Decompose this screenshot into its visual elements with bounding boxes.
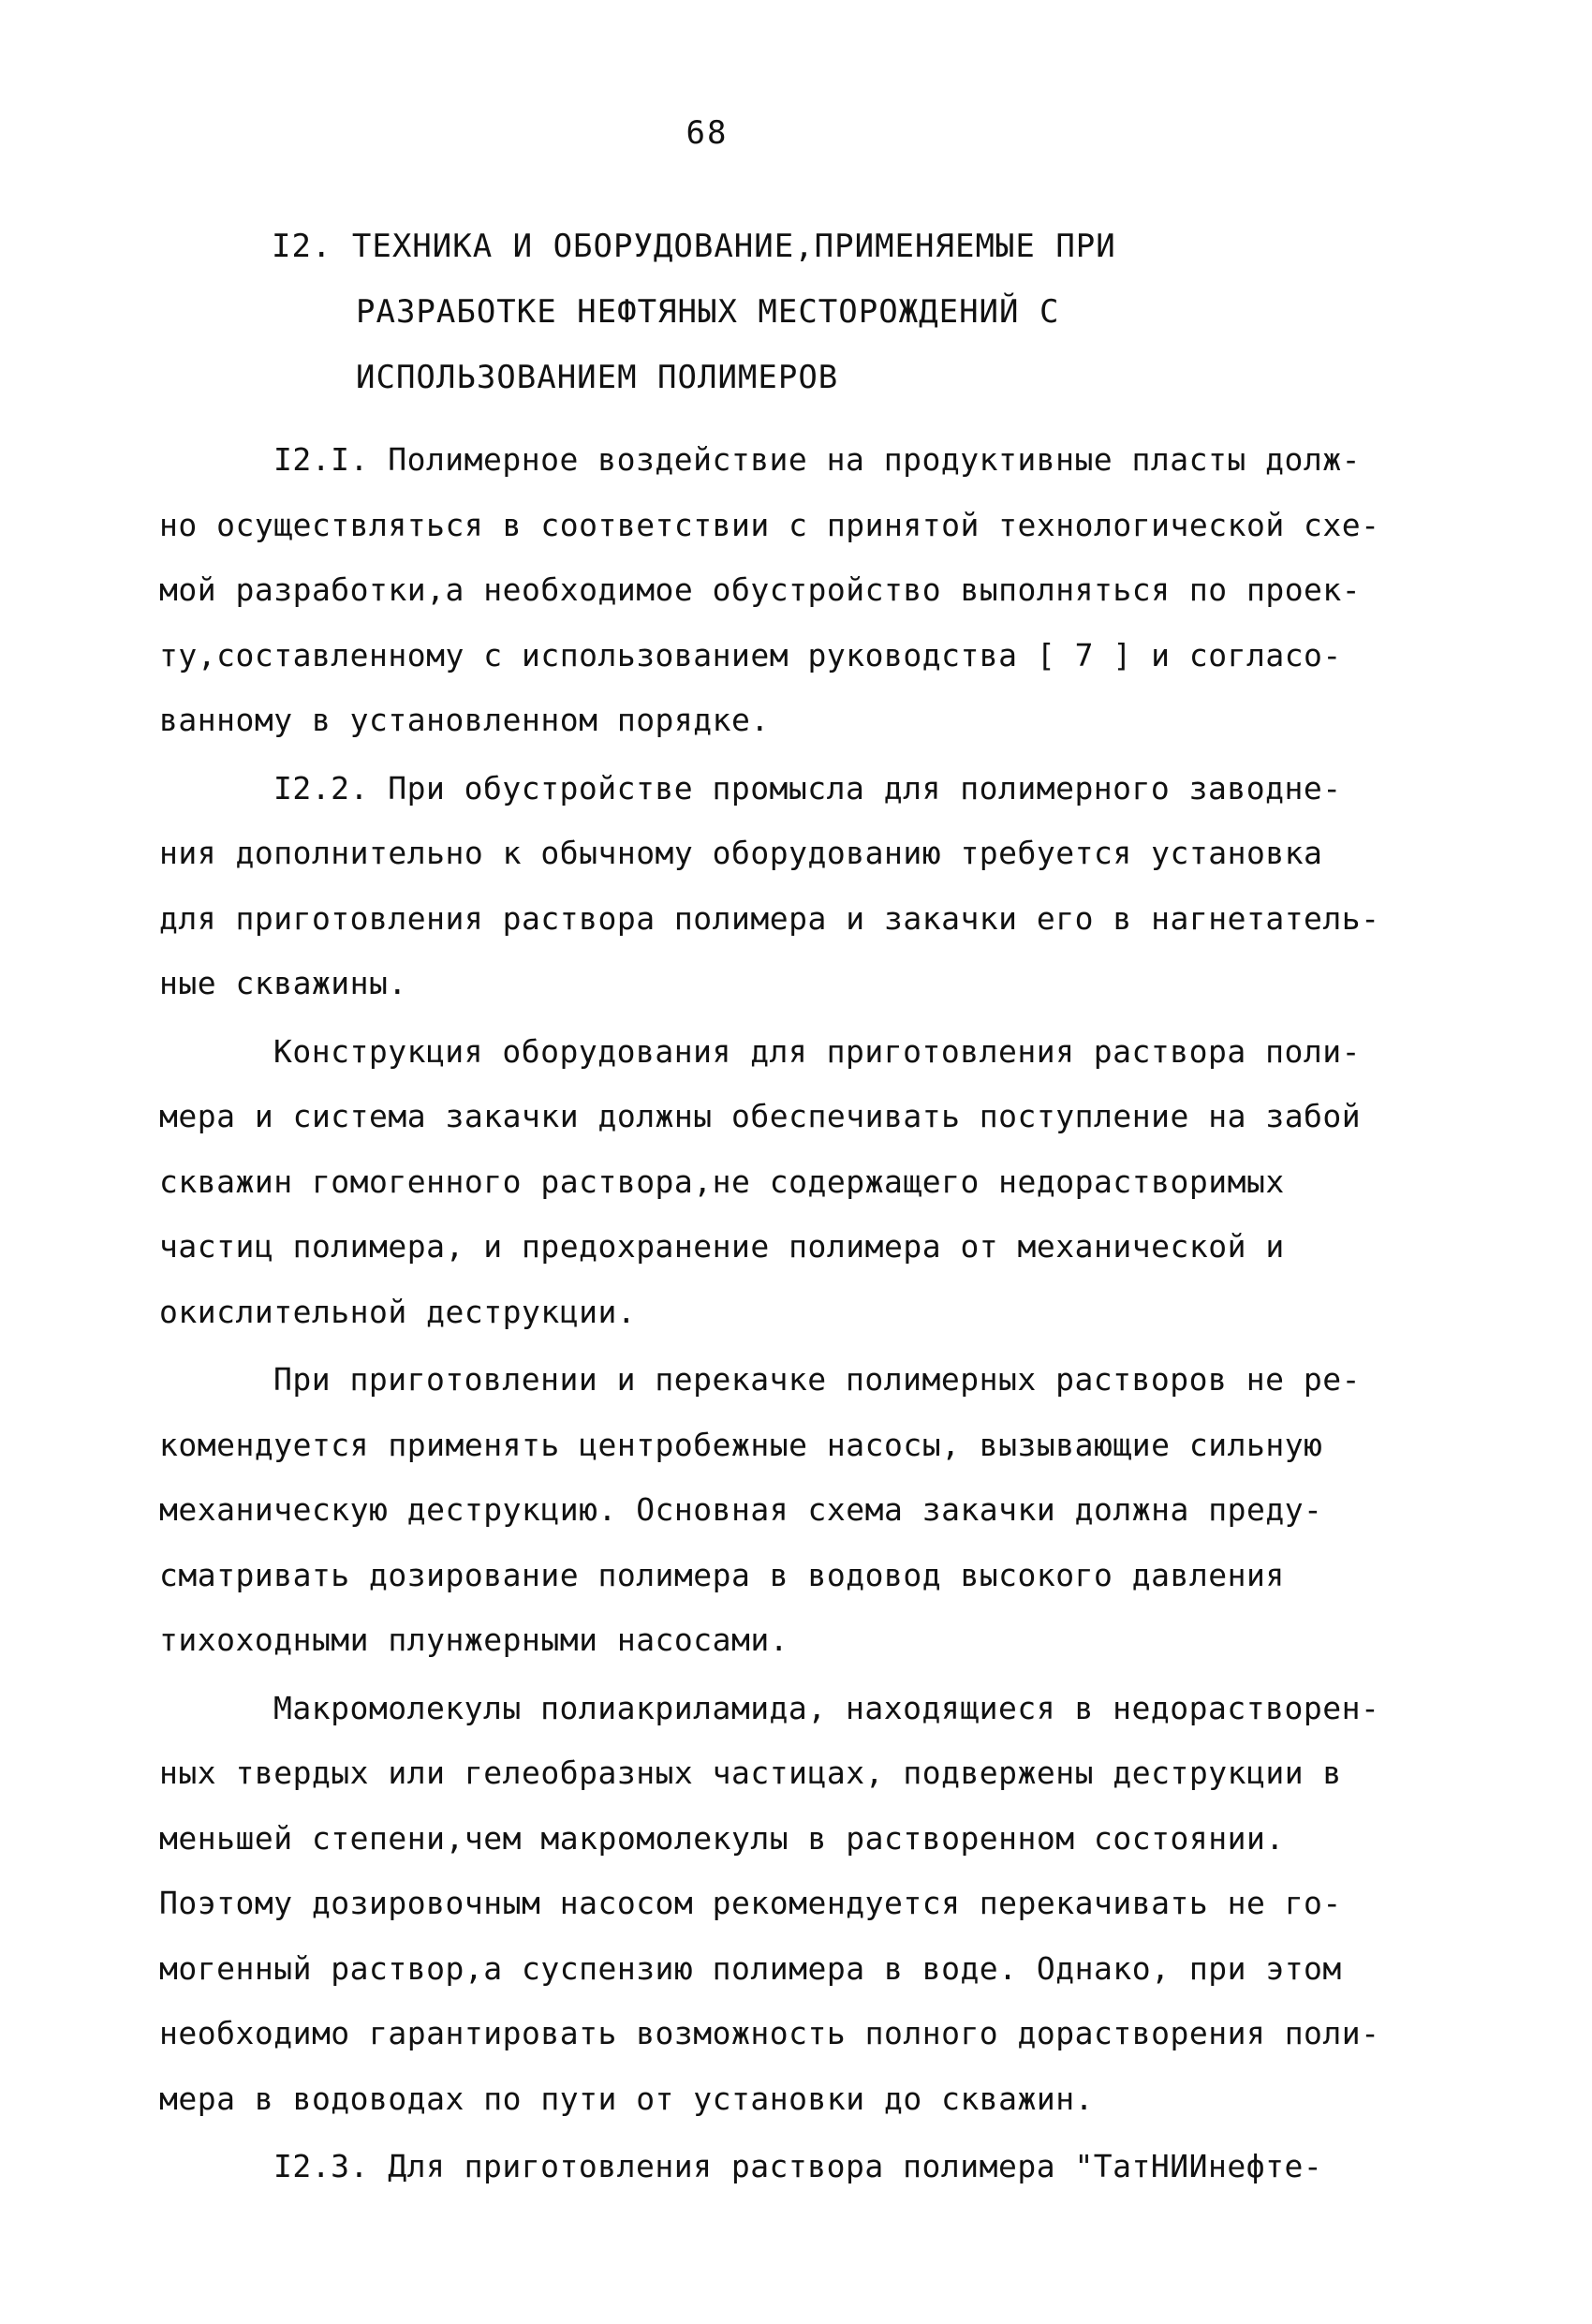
- text-line: Конструкция оборудования для приготовления раствора поли-: [273, 1032, 1361, 1070]
- text-line: комендуется применять центробежные насосы, вызывающие сильную: [159, 1426, 1323, 1463]
- text-line: мой разработки,а необходимое обустройство выполняться по проек-: [159, 571, 1362, 608]
- paragraph-12-1: [159, 427, 1442, 753]
- text-line: ния дополнительно к обычному оборудованию требуется установка: [159, 835, 1323, 871]
- heading-line-1: I2. ТЕХНИКА И ОБОРУДОВАНИЕ,ПРИМЕНЯЕМЫЕ ПРИ: [272, 228, 1116, 265]
- text-line: но осуществляться в соответствии с принятой технологической схе-: [159, 506, 1380, 543]
- text-line: для приготовления раствора полимера и закачки его в нагнетатель-: [159, 899, 1380, 937]
- text-line: необходимо гарантировать возможность полного дорастворения поли-: [159, 2015, 1380, 2051]
- text-line: ные скважины.: [159, 965, 407, 1001]
- text-line: Поэтому дозировочным насосом рекомендуется перекачивать не го-: [159, 1885, 1342, 1921]
- text-line: частиц полимера, и предохранение полимера от механической и: [159, 1228, 1285, 1265]
- text-line: скважин гомогенного раствора,не содержащего недорастворимых: [159, 1162, 1285, 1200]
- text-line: сматривать дозирование полимера в водовод высокого давления: [159, 1556, 1285, 1593]
- body-text: [159, 427, 1442, 2199]
- page-number: 68: [685, 114, 729, 152]
- heading-line-2: РАЗРАБОТКЕ НЕФТЯНЫХ МЕСТОРОЖДЕНИЙ С: [356, 293, 1060, 331]
- text-line: I2.3. Для приготовления раствора полимера "ТатНИИнефте-: [273, 2148, 1323, 2184]
- text-line: механическую деструкцию. Основная схема закачки должна преду-: [159, 1491, 1323, 1528]
- text-line: мера и система закачки должны обеспечивать поступление на забой: [159, 1098, 1362, 1134]
- text-line: При приготовлении и перекачке полимерных растворов не ре-: [273, 1361, 1361, 1398]
- text-line: ванному в установленном порядке.: [159, 702, 770, 738]
- text-line: тихоходными плунжерными насосами.: [159, 1621, 789, 1658]
- paragraph-pumping: [159, 1347, 1442, 1673]
- text-line: окислительной деструкции.: [159, 1293, 637, 1330]
- paragraph-macromolecules: [159, 1676, 1442, 2132]
- text-line: ту,составленному с использованием руководства [ 7 ] и согласо-: [159, 636, 1342, 674]
- paragraph-12-3: [159, 2134, 1442, 2199]
- text-line: I2.I. Полимерное воздействие на продуктивные пласты долж-: [273, 441, 1361, 478]
- paragraph-12-2: [159, 756, 1442, 1016]
- text-line: меньшей степени,чем макромолекулы в растворенном состоянии.: [159, 1819, 1285, 1857]
- heading-line-3: ИСПОЛЬЗОВАНИЕМ ПОЛИМЕРОВ: [356, 359, 839, 396]
- paragraph-equipment-design: [159, 1019, 1442, 1345]
- text-line: ных твердых или гелеобразных частицах, подвержены деструкции в: [159, 1754, 1342, 1791]
- text-line: могенный раствор,а суспензию полимера в воде. Однако, при этом: [159, 1949, 1342, 1987]
- text-line: I2.2. При обустройстве промысла для полимерного заводне-: [273, 769, 1342, 807]
- section-heading: [272, 214, 1339, 410]
- text-line: Макромолекулы полиакриламида, находящиеся в недорастворен-: [273, 1689, 1380, 1726]
- text-line: мера в водоводах по пути от установки до скважин.: [159, 2080, 1095, 2117]
